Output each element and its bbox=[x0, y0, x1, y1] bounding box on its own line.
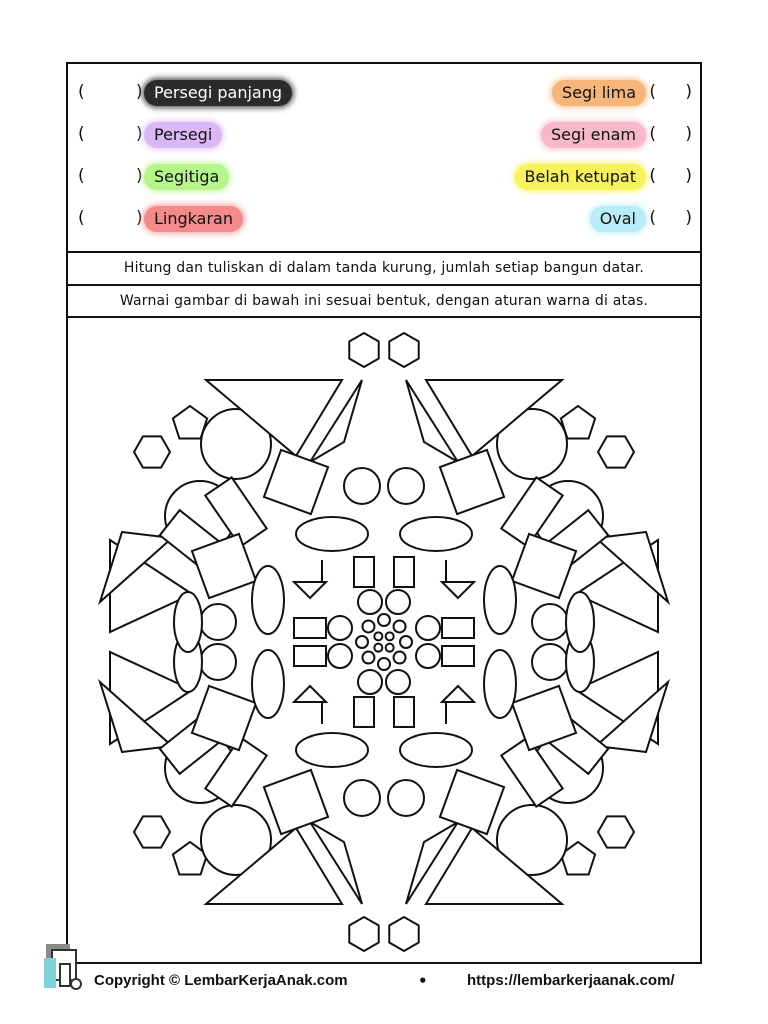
count-paren-open[interactable]: ( bbox=[649, 124, 656, 144]
hexagon-shape bbox=[389, 917, 418, 951]
footer-separator: • bbox=[418, 972, 428, 990]
oval-shape bbox=[400, 733, 472, 767]
label-belah-ketupat: Belah ketupat bbox=[515, 164, 646, 190]
color-instruction: Warnai gambar di bawah ini sesuai bentuk, dengan aturan warna di atas. bbox=[68, 284, 700, 316]
website-link[interactable]: https://lembarkerjaanak.com/ bbox=[467, 972, 675, 989]
oval-shape bbox=[484, 566, 516, 634]
label-segi-lima: Segi lima bbox=[552, 80, 646, 106]
count-paren-open[interactable]: ( bbox=[649, 166, 656, 186]
oval-shape bbox=[400, 517, 472, 551]
legend-row-belah-ketupat bbox=[388, 162, 700, 192]
hexagon-shape bbox=[134, 816, 170, 847]
legend-row-lingkaran bbox=[68, 204, 388, 234]
mandala-drawing bbox=[68, 318, 700, 964]
count-instruction: Hitung dan tuliskan di dalam tanda kurung, jumlah setiap bangun datar. bbox=[68, 251, 700, 283]
shape-mandala bbox=[68, 316, 700, 964]
label-segitiga: Segitiga bbox=[144, 164, 229, 190]
worksheet bbox=[66, 62, 702, 964]
count-paren-open[interactable]: ( bbox=[78, 208, 85, 228]
rectangle-shape bbox=[294, 646, 326, 666]
count-paren-close: ) bbox=[685, 208, 692, 228]
label-oval: Oval bbox=[590, 206, 646, 232]
circle-shape bbox=[374, 632, 382, 640]
circle-shape bbox=[532, 644, 568, 680]
hexagon-shape bbox=[598, 816, 634, 847]
triangle-shape bbox=[442, 686, 474, 702]
count-paren-close: ) bbox=[136, 166, 143, 186]
triangle-shape bbox=[294, 686, 326, 702]
count-paren-close: ) bbox=[136, 208, 143, 228]
rectangle-shape bbox=[394, 557, 414, 587]
rectangle-shape bbox=[294, 618, 326, 638]
circle-shape bbox=[386, 632, 394, 640]
triangle-shape bbox=[442, 582, 474, 598]
copyright-text: Copyright © LembarKerjaAnak.com bbox=[94, 972, 348, 989]
oval-shape bbox=[174, 592, 202, 652]
legend-row-persegi-panjang bbox=[68, 78, 388, 108]
circle-shape bbox=[328, 616, 352, 640]
label-persegi-panjang: Persegi panjang bbox=[144, 80, 292, 106]
count-paren-close: ) bbox=[685, 166, 692, 186]
circle-shape bbox=[358, 670, 382, 694]
count-paren-open[interactable]: ( bbox=[649, 82, 656, 102]
legend-row-persegi bbox=[68, 120, 388, 150]
circle-shape bbox=[378, 658, 390, 670]
triangle-shape bbox=[294, 582, 326, 598]
logo-icon bbox=[42, 940, 88, 992]
circle-shape bbox=[386, 670, 410, 694]
rectangle-shape bbox=[354, 557, 374, 587]
legend-row-segi-lima bbox=[388, 78, 700, 108]
count-paren-close: ) bbox=[685, 124, 692, 144]
legend-row-segi-enam bbox=[388, 120, 700, 150]
label-segi-enam: Segi enam bbox=[541, 122, 646, 148]
count-paren-close: ) bbox=[136, 82, 143, 102]
circle-shape bbox=[344, 468, 380, 504]
circle-shape bbox=[374, 644, 382, 652]
circle-shape bbox=[532, 604, 568, 640]
shape-legend bbox=[68, 64, 700, 251]
oval-shape bbox=[252, 566, 284, 634]
count-paren-close: ) bbox=[685, 82, 692, 102]
rectangle-shape bbox=[354, 697, 374, 727]
rectangle-shape bbox=[442, 646, 474, 666]
hexagon-shape bbox=[389, 333, 418, 367]
hexagon-shape bbox=[349, 333, 378, 367]
oval-shape bbox=[296, 517, 368, 551]
hexagon-shape bbox=[134, 436, 170, 467]
oval-shape bbox=[566, 592, 594, 652]
circle-shape bbox=[358, 590, 382, 614]
circle-shape bbox=[416, 616, 440, 640]
oval-shape bbox=[252, 650, 284, 718]
square-shape bbox=[264, 450, 328, 514]
oval-shape bbox=[484, 650, 516, 718]
oval-shape bbox=[296, 733, 368, 767]
circle-shape bbox=[388, 780, 424, 816]
circle-shape bbox=[400, 636, 412, 648]
count-paren-open[interactable]: ( bbox=[78, 166, 85, 186]
square-shape bbox=[440, 770, 504, 834]
circle-shape bbox=[378, 614, 390, 626]
circle-shape bbox=[386, 590, 410, 614]
legend-row-segitiga bbox=[68, 162, 388, 192]
circle-shape bbox=[416, 644, 440, 668]
label-persegi: Persegi bbox=[144, 122, 222, 148]
count-paren-open[interactable]: ( bbox=[78, 82, 85, 102]
circle-shape bbox=[356, 636, 368, 648]
circle-shape bbox=[344, 780, 380, 816]
label-lingkaran: Lingkaran bbox=[144, 206, 243, 232]
count-paren-open[interactable]: ( bbox=[78, 124, 85, 144]
hexagon-shape bbox=[349, 917, 378, 951]
count-paren-close: ) bbox=[136, 124, 143, 144]
circle-shape bbox=[394, 620, 406, 632]
square-shape bbox=[440, 450, 504, 514]
circle-shape bbox=[328, 644, 352, 668]
circle-shape bbox=[386, 644, 394, 652]
circle-shape bbox=[200, 604, 236, 640]
square-shape bbox=[264, 770, 328, 834]
rectangle-shape bbox=[394, 697, 414, 727]
hexagon-shape bbox=[598, 436, 634, 467]
legend-row-oval bbox=[388, 204, 700, 234]
circle-shape bbox=[362, 620, 374, 632]
circle-shape bbox=[200, 644, 236, 680]
circle-shape bbox=[388, 468, 424, 504]
rectangle-shape bbox=[442, 618, 474, 638]
circle-shape bbox=[362, 652, 374, 664]
circle-shape bbox=[394, 652, 406, 664]
count-paren-open[interactable]: ( bbox=[649, 208, 656, 228]
